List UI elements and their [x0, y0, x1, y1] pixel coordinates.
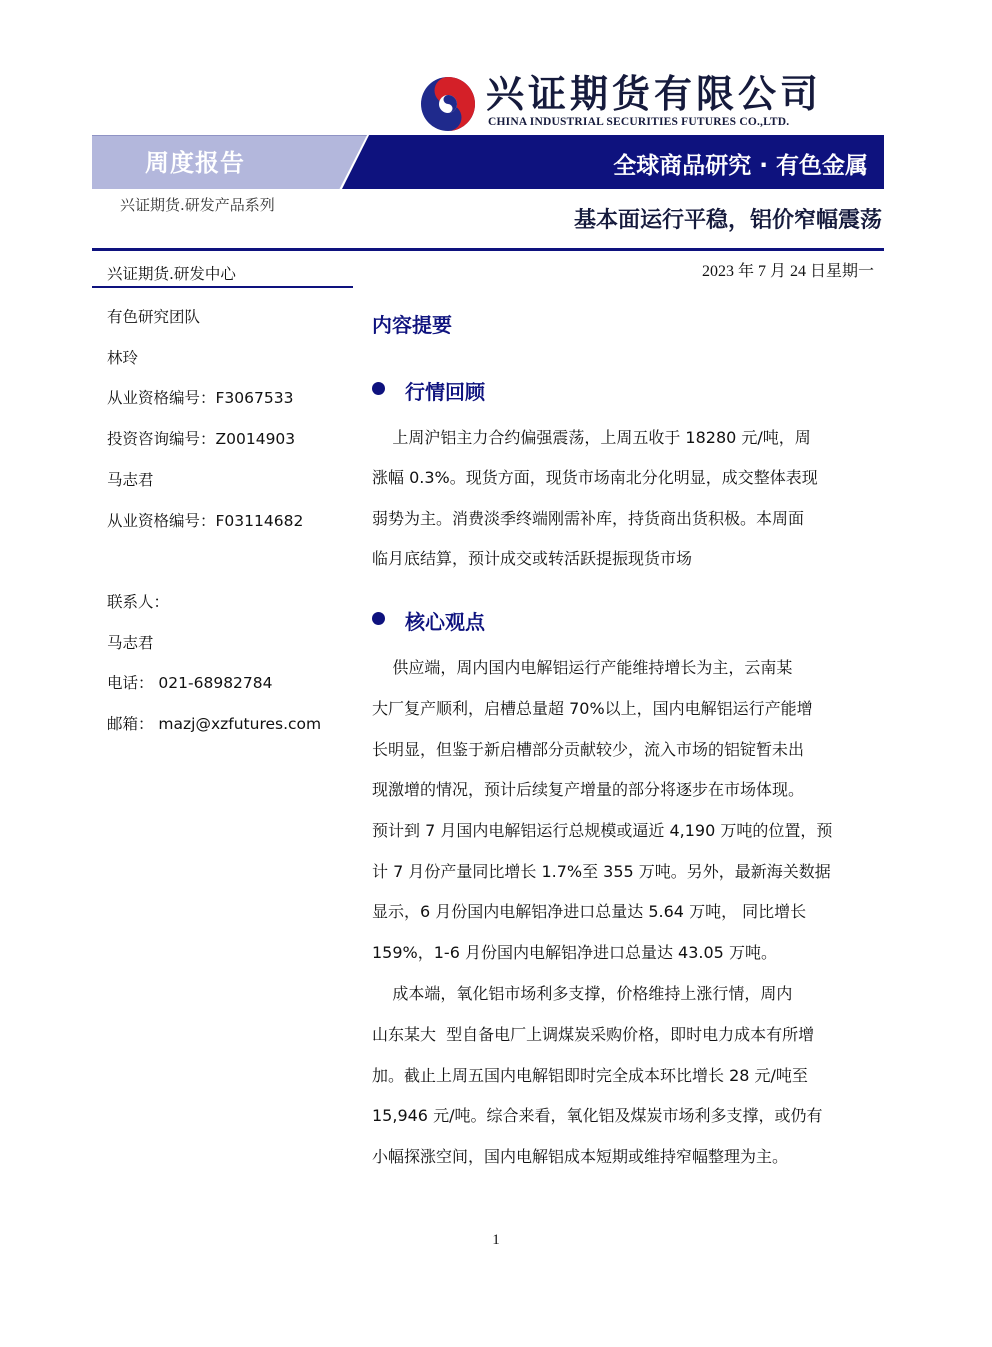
paragraph-line: 159%，1-6 月份国内电解铝净进口总量达 43.05 万吨。 — [372, 943, 777, 962]
paragraph-line: 计 7 月份产量同比增长 1.7%至 355 万吨。另外，最新海关数据 — [372, 862, 831, 881]
paragraph-line: 涨幅 0.3%。现货方面，现货市场南北分化明显，成交整体表现 — [372, 468, 818, 487]
sidebar-contact-name: 马志君 — [107, 634, 154, 652]
report-type-label: 周度报告 — [145, 149, 245, 177]
logo-name-cn: 兴证期货有限公司 — [486, 71, 823, 116]
paragraph-line: 15,946 元/吨。综合来看，氧化铝及煤炭市场利多支撑，或仍有 — [372, 1106, 823, 1125]
paragraph-line: 预计到 7 月国内电解铝运行总规模或逼近 4,190 万吨的位置，预 — [372, 821, 833, 840]
sidebar-analyst2-license: 从业资格编号：F03114682 — [107, 512, 304, 530]
sidebar-contact-label: 联系人： — [107, 593, 170, 611]
paragraph-line: 弱势为主。消费淡季终端刚需补库，持货商出货积极。本周面 — [372, 509, 805, 528]
series-label: 兴证期货.研发产品系列 — [120, 196, 275, 214]
page-number: 1 — [492, 1232, 500, 1248]
sidebar-contact-phone: 电话： 021-68982784 — [107, 674, 273, 692]
logo-name-en: CHINA INDUSTRIAL SECURITIES FUTURES CO.,LTD. — [488, 116, 790, 128]
category-label: 全球商品研究 · 有色金属 — [613, 153, 868, 179]
bullet-icon — [372, 382, 385, 395]
sidebar-analyst2-name: 马志君 — [107, 471, 154, 489]
sidebar-analyst-name: 林玲 — [107, 349, 139, 367]
paragraph-line: 显示，6 月份国内电解铝净进口总量达 5.64 万吨， 同比增长 — [372, 902, 807, 921]
sidebar-contact-email[interactable]: 邮箱： mazj@xzfutures.com — [107, 715, 322, 733]
header-divider — [92, 248, 884, 251]
paragraph-line: 成本端，氧化铝市场利多支撑，价格维持上涨行情，周内 — [372, 984, 793, 1003]
report-headline: 基本面运行平稳，铝价窄幅震荡 — [573, 208, 882, 233]
paragraph-line: 临月底结算，预计成交或转活跃提振现货市场 — [372, 549, 693, 568]
paragraph-line: 小幅探涨空间，国内电解铝成本短期或维持窄幅整理为主。 — [372, 1147, 789, 1166]
sidebar-divider — [92, 286, 353, 288]
company-logo — [420, 72, 850, 134]
paragraph-line: 供应端，周内国内电解铝运行产能维持增长为主，云南某 — [372, 658, 793, 677]
section-title: 核心观点 — [405, 610, 485, 634]
paragraph-line: 加。截止上周五国内电解铝即时完全成本环比增长 28 元/吨至 — [372, 1066, 808, 1085]
paragraph-line: 山东某大 型自备电厂上调煤炭采购价格，即时电力成本有所增 — [372, 1025, 815, 1044]
sidebar-team: 有色研究团队 — [107, 308, 201, 326]
bullet-icon — [372, 612, 385, 625]
paragraph-line: 上周沪铝主力合约偏强震荡，上周五收于 18280 元/吨，周 — [372, 428, 811, 447]
section-title: 行情回顾 — [405, 380, 485, 404]
report-date: 2023 年 7 月 24 日星期一 — [701, 263, 874, 280]
company-logo-icon — [420, 76, 476, 132]
section-heading-market-review — [372, 376, 485, 404]
sidebar-analyst-license: 从业资格编号：F3067533 — [107, 389, 294, 407]
paragraph-line: 长明显，但鉴于新启槽部分贡献较少，流入市场的铝锭暂未出 — [372, 740, 805, 759]
sidebar-department: 兴证期货.研发中心 — [107, 265, 236, 283]
summary-title: 内容提要 — [372, 313, 452, 337]
section-heading-core-view — [372, 606, 485, 634]
paragraph-line: 现激增的情况，预计后续复产增量的部分将逐步在市场体现。 — [372, 780, 805, 799]
paragraph-line: 大厂复产顺利，启槽总量超 70%以上，国内电解铝运行产能增 — [372, 699, 813, 718]
sidebar-analyst-consult-license: 投资咨询编号：Z0014903 — [107, 430, 296, 448]
